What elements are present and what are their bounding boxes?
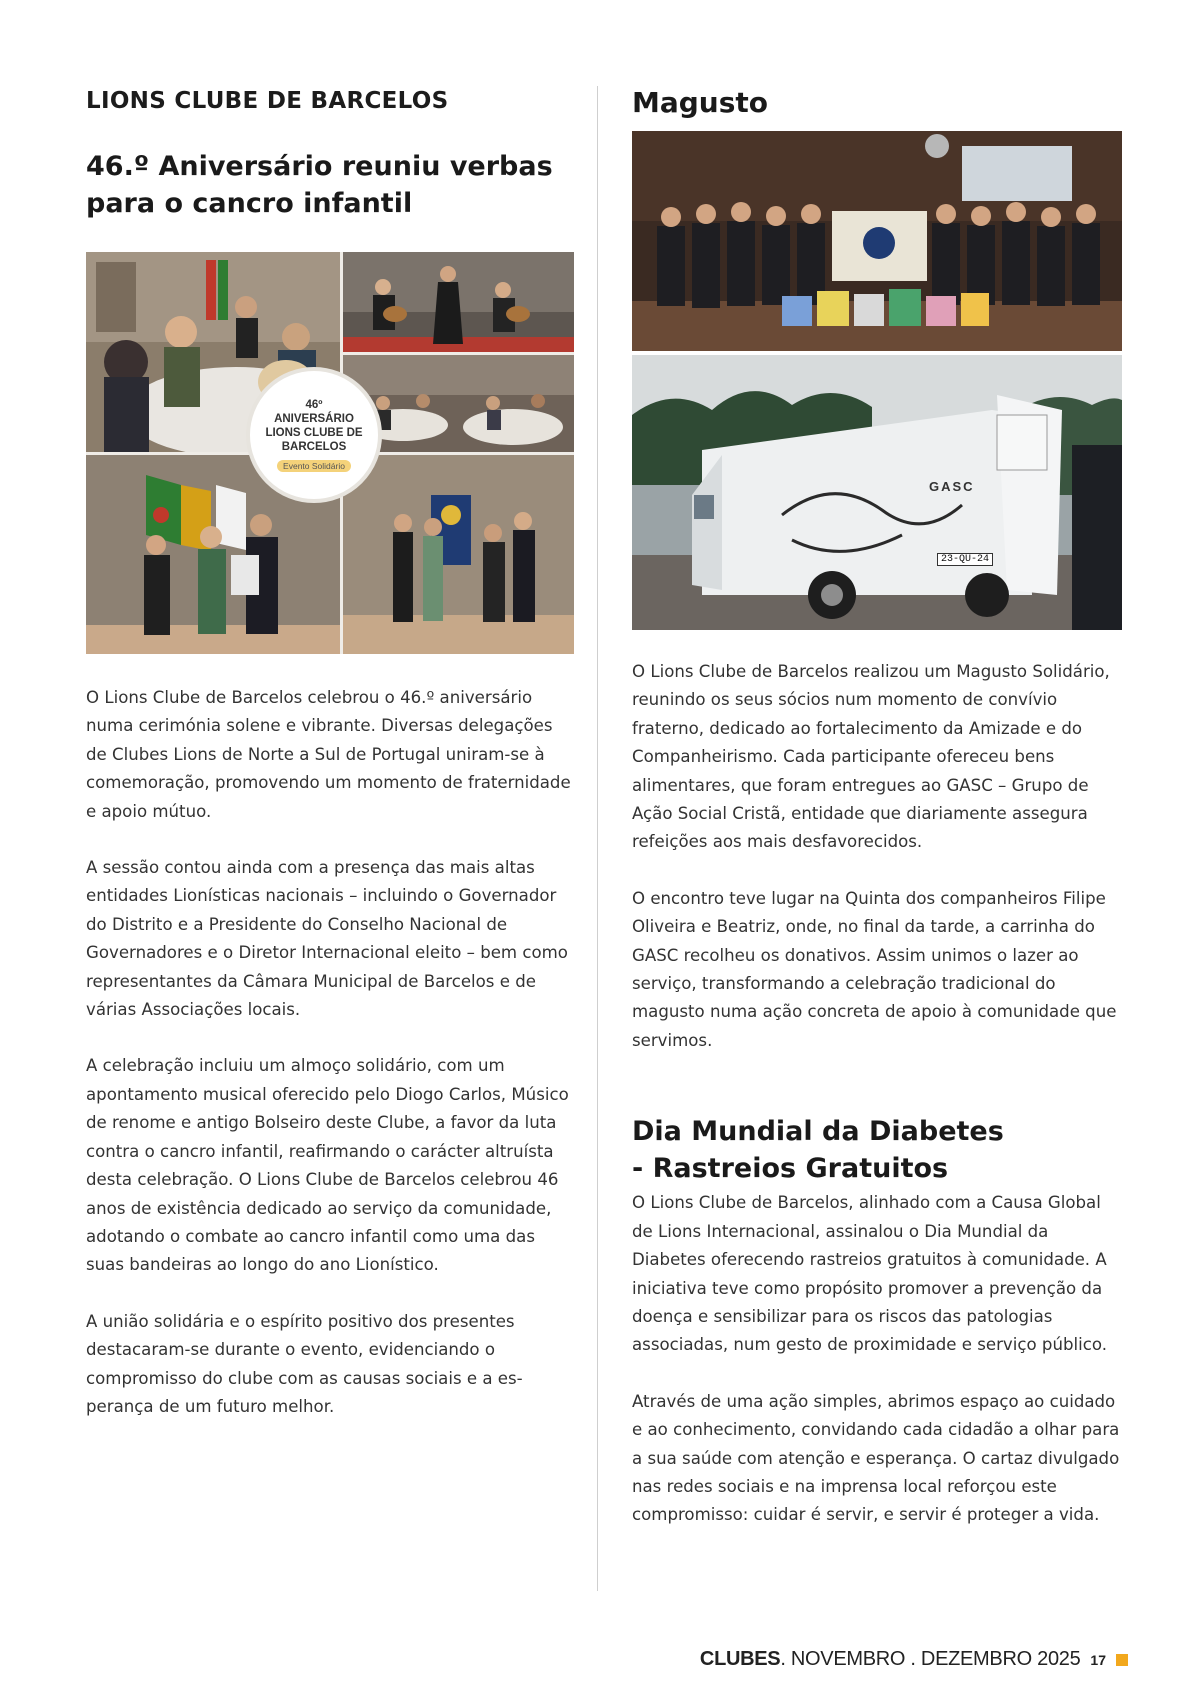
diabetes-paragraph: Através de uma ação simples, abrimos espaço ao cuidado e ao conhecimento, convidando cada cidadão a olhar para a sua saúde com atenção e esperança. O cartaz divulgado nas redes sociais e na imprensa local reforçou este compromisso: cuidar é servir, e servir é proteger a vida. (632, 1391, 1120, 1525)
van-plate: 23-QU-24 (937, 553, 993, 566)
footer-issue: . NOVEMBRO . DEZEMBRO 2025 (780, 1648, 1081, 1670)
photo-magusto-group (632, 131, 1122, 351)
article-title-line2: para o cancro infantil (86, 188, 413, 219)
diabetes-paragraph: O Lions Clube de Barcelos, alinhado com a Causa Global de Lions Internacional, assinalou o Dia Mundial da Diabetes oferecendo rastreios gratuitos à comunidade. A iniciativa teve como propósito promover a prevenção da doença e sensibilizar para os riscos das patologias associadas, num gesto de proximidade e serviço público. (632, 1193, 1107, 1355)
accent-square-icon (1116, 1654, 1128, 1666)
footer-magazine-issue (700, 1648, 1081, 1671)
van-brand-label: GASC (929, 479, 975, 494)
magusto-paragraph: O encontro teve lugar na Quinta dos companheiros Filipe Oliveira e Beatriz, onde, no final da tarde, a carrinha do GASC recolheu os donativos. Assim unimos o lazer ao serviço, transformando a celebração tradicional do magusto numa ação concreta de apoio à comunidade que servimos. (632, 888, 1117, 1050)
magusto-article-body (632, 658, 1122, 1055)
badge-sub: Evento Solidário (277, 460, 351, 472)
anniversary-article-body (86, 684, 576, 1421)
column-divider (597, 86, 598, 1591)
footer-magazine-name: CLUBES (699, 1648, 781, 1670)
diabetes-title (632, 1113, 1122, 1187)
club-name: LIONS CLUBE DE BARCELOS (86, 88, 449, 114)
article-title-line1: 46.º Aniversário reuniu verbas (86, 151, 553, 182)
badge-line3: LIONS CLUBE DE (265, 427, 363, 439)
badge-line1: 46º (305, 399, 323, 411)
anniversary-badge (246, 367, 382, 503)
diabetes-title-line2: - Rastreios Gratuitos (632, 1153, 949, 1185)
photo-gasc-van (632, 355, 1122, 630)
photo-musicians (343, 252, 574, 352)
anniversary-paragraph: O Lions Clube de Barcelos celebrou o 46.º aniversário numa cerimónia solene e vibrante. Diversas delegações de Clubes Lions de Norte a Sul de Portugal uniram-se à comemoração, promovendo um momento de fraternidade e apoio mútuo. (86, 688, 571, 821)
anniversary-paragraph: A união solidária e o espírito positivo dos presentes destacaram-se durante o evento, evidenciando o compromisso do clube com as causas sociais e a esperança de um futuro melhor. (86, 1311, 523, 1416)
page-footer (700, 1648, 1128, 1671)
magusto-paragraph: O Lions Clube de Barcelos realizou um Magusto Solidário, reunindo os seus sócios num momento de convívio fraterno, dedicado ao fortalecimento da Amizade e do Companheirismo. Cada participante ofereceu bens alimentares, que foram entregues ao GASC – Grupo de Ação Social Cristã, entidade que diariamente assegura refeições aos mais desfavorecidos. (632, 662, 1110, 852)
badge-line4: BARCELOS (281, 441, 347, 453)
right-column (632, 84, 1122, 1558)
magusto-title: Magusto (632, 86, 769, 119)
anniversary-photo-collage (86, 252, 574, 654)
left-column (86, 88, 576, 1449)
photo-group-banner (343, 455, 574, 654)
badge-line2: ANIVERSÁRIO (274, 413, 354, 425)
anniversary-paragraph: A sessão contou ainda com a presença das mais altas entidades Lionísticas nacionais – incluindo o Governador do Distrito e a Presidente do Conselho Nacional de Governadores e o Diretor Internacional eleito – bem como representantes da Câmara Municipal de Barcelos e de várias Associações locais. (86, 858, 568, 1020)
article-title (86, 148, 576, 222)
anniversary-paragraph: A celebração incluiu um almoço solidário, com um apontamento musical oferecido pelo Diogo Carlos, Músico de renome e antigo Bolseiro deste Clube, a favor da luta contra o cancro infantil, reafirmando o carácter altruísta desta celebração. O Lions Clube de Barcelos celebrou 46 anos de existência dedicado ao serviço da comunidade, adotando o combate ao cancro infantil como uma das suas bandeiras ao longo do ano Lionístico. (86, 1056, 569, 1275)
diabetes-title-line1: Dia Mundial da Diabetes (632, 1116, 1004, 1148)
page-number: 17 (1090, 1651, 1106, 1668)
diabetes-article-body (632, 1189, 1122, 1529)
